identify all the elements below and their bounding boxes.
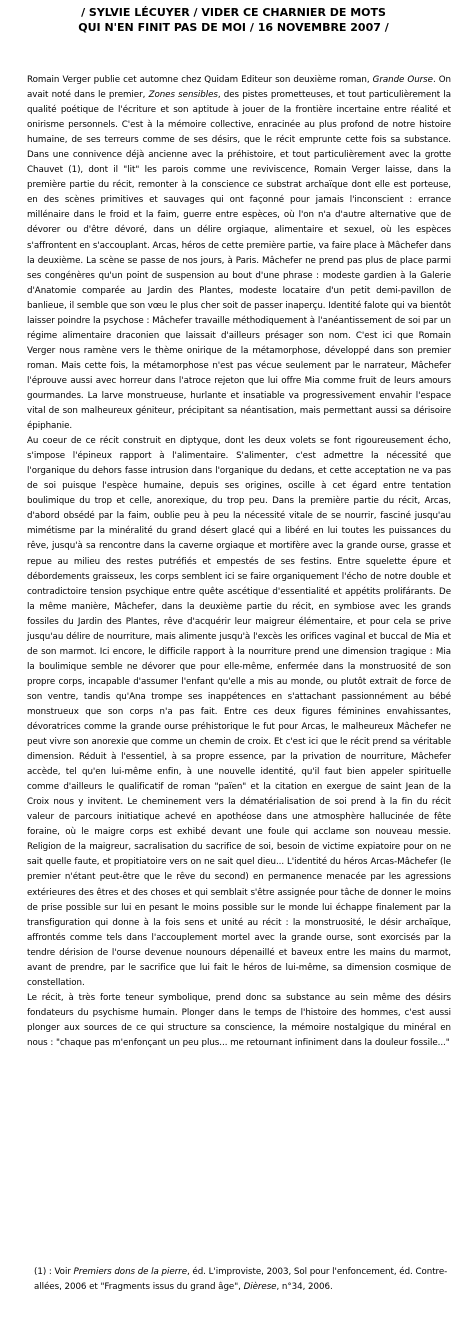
footnote-text-c: , n°34, 2006. [276, 1282, 333, 1292]
footnote-text-a: (1) : Voir [34, 1267, 74, 1277]
footnote-text-b: , éd. L'improviste, 2003, Sol pour l'enfoncement, éd. Contre-allées, 2006 et "Fragments issus du grand âge", [34, 1267, 448, 1292]
footnote-book-title: Premiers dons de la pierre [73, 1267, 187, 1277]
title-line-2: QUI N'EN FINIT PAS DE MOI / 16 NOVEMBRE 2007 / [78, 21, 389, 34]
footnote-text [34, 1265, 449, 1295]
paragraph-1-text-a: Romain Verger publie cet automne chez Quidam Editeur son deuxième roman, [27, 75, 373, 85]
paragraph-1-text-b: . On avait noté dans le premier, [27, 75, 451, 101]
footnote-journal-title: Dièrese [243, 1282, 277, 1292]
article-body [27, 73, 451, 1051]
footnote [34, 1265, 449, 1295]
title-line-1: / SYLVIE LÉCUYER / VIDER CE CHARNIER DE MOTS [81, 6, 386, 19]
book-title-zones-sensibles: Zones sensibles [148, 90, 218, 101]
article-title [0, 5, 467, 35]
paragraph-2: Au coeur de ce récit construit en diptyque, dont les deux volets se font rigoureusement écho, s'impose l'épineux rapport à l'alimentaire. S'alimenter, c'est admettre la nécessité que l'organique du dehors fasse intrusion dans l'organique du dedans, et cette acceptation ne va pas de soi puisque l'espèce humaine, depuis ses origines, oscille à cet égard entre tentation boulimique du trop et celle, anorexique, du trop peu. Dans la première partie du récit, Arcas, d'abord obsédé par la faim, oublie peu à peu la nécessité vitale de se nourrir, fasciné jusqu'au mimétisme par la minéralité du grand désert glacé qui a libéré en lui toutes les puissances du rêve, jusqu'à sa rencontre dans la caverne orgiaque et mortifère avec la grande ourse, grasse et repue au milieu des restes putréfiés et empestés de ses festins. Entre squelette épure et débordements graisseux, les corps semblent ici se faire organiquement l'écho de notre double et contradictoire tension psychique entre quête ascétique d'essentialité et appétits prolifárants. De la même manière, Mâchefer, dans la deuxième partie du récit, en symbiose avec les grands fossiles du Jardin des Plantes, rêve d'acquérir leur maigreur élémentaire, et pour cela se prive jusqu'au délire de nourriture, mais alimente jusqu'à l'excès les orifices vaginal et buccal de Mia et de son marmot. Ici encore, le difficile rapport à la nourriture prend une dimension tragique : Mia la boulimique semble ne dévorer que pour elle-même, enfermée dans la monstruosité de son propre corps, incapable d'assumer l'enfant qu'elle a mis au monde, ou plutôt extrait de force de son ventre, tandis qu'Ana trompe ses inappétences en s'attachant passionnément au bébé monstrueux que son corps n'a pas fait. Entre ces deux figures féminines envahissantes, dévoratrices comme la grande ourse préhistorique le fut pour Arcas, le malheureux Mâchefer ne peut vivre son anorexie que comme un chemin de croix. Et c'est ici que le récit prend sa véritable dimension. Réduit à l'essentiel, à sa propre essence, par la privation de nourriture, Mâchefer accède, tel qu'en lui-même enfin, à une nouvelle identité, qu'il faut bien appeler spirituelle comme d'ailleurs le qualificatif de roman "païen" et la citation en exergue de saint Jean de la Croix nous y invitent. Le cheminement vers la dématérialisation de soi prend à la fin du récit valeur de parcours initiatique achevé en apothéose dans une atmosphère hallucinée de fête foraine, où le maigre corps est exhibé devant une foule qui acclame son nouveau messie. Religion de la maigreur, sacralisation du sacrifice de soi, besoin de victime expiatoire pour on ne sait quelle faute, et propitiatoire vers on ne sait quel dieu... L'identité du héros Arcas-Mâchefer (le premier n'étant peut-être que le rêve du second) en permanence menacée par les agressions extérieures des êtres et des choses et qui semblait s'être assignée pour tâche de donner le moins de prise possible sur lui en pesant le moins possible sur le monde lui échappe finalement par la transfiguration qui donne à la fois sens et unité au récit : la monstruosité, le désir archaïque, affrontés comme tels dans l'accouplement mortel avec la grande ourse, sont exorcisés par la tendre dérision de l'ourse devenue nounours dépenaillé et baveux entre les mains du marmot, avant de prendre, par le sacrifice que lui fait le héros de lui-même, sa dimension cosmique de constellation. [27, 436, 451, 988]
book-title-grande-ourse: Grande Ourse [372, 75, 433, 85]
paragraph-3: Le récit, à très forte teneur symbolique, prend donc sa substance au sein même des désirs fondateurs du psychisme humain. Plonger dans le temps de l'histoire des hommes, c'est aussi plonger aux sources de ce qui structure sa conscience, la mémoire nostalgique du minéral en nous : "chaque pas m'enfonçant un peu plus... me retournant infiniment dans la douleur fossile..." [27, 992, 451, 1048]
paragraph-1 [27, 73, 451, 434]
paragraph-1-text-c: , des pistes prometteuses, et tout particulièrement la qualité poétique de l'écriture et son aptitude à jouer de la frontière incertaine entre réalité et onirisme personnels. C'est à la mémoire collective, enracinée au plus profond de notre histoire humaine, de ses terreurs comme de ses désirs, que le récit emprunte cette fois sa substance. Dans une connivence déjà ancienne avec la préhistoire, et tout particulièrement avec la grotte Chauvet (1), dont il "lit" les parois comme une reviviscence, Romain Verger laisse, dans la première partie du récit, remonter à la conscience ce substrat archaïque dont elle est porteuse, en des scènes primitives et sauvages qui ont façonné pour jamais l'inconscient : errance millénaire dans le froid et la faim, guerre entre espèces, où l'on n'a d'autre alternative que de dévorer ou d'être dévoré, dans un délire orgiaque, alimentaire et sexuel, où les espèces s'affrontent en s'accouplant. Arcas, héros de cette première partie, va faire place à Mâchefer dans la deuxième. La scène se passe de nos jours, à Paris. Mâchefer ne prend pas plus de place parmi ses congénères qu'un point de suspension au bout d'une phrase : modeste gardien à la Galerie d'Anatomie comparée au Jardin des Plantes, modeste locataire d'un petit demi-pavillon de banlieue, il semble que son vœu le plus cher soit de passer inaperçu. Identité falote qui va bientôt laisser poindre la psychose : Mâchefer travaille méthodiquement à l'anéantissement de soi par un régime alimentaire draconien que laissait d'ailleurs présager son nom. C'est ici que Romain Verger nous ramène vers le thème onirique de la métamorphose, développé dans son premier roman. Mais cette fois, la métamorphose n'est pas vécue seulement par le narrateur, Mâchefer l'éprouve aussi avec horreur dans l'atroce rejeton que lui offre Mia comme fruit de leurs amours gourmandes. La larve monstrueuse, hurlante et insatiable va progressivement envahir l'espace vital de son malheureux géniteur, précipitant sa néantisation, mais permettant aussi sa dérisoire épiphanie. [27, 90, 451, 432]
